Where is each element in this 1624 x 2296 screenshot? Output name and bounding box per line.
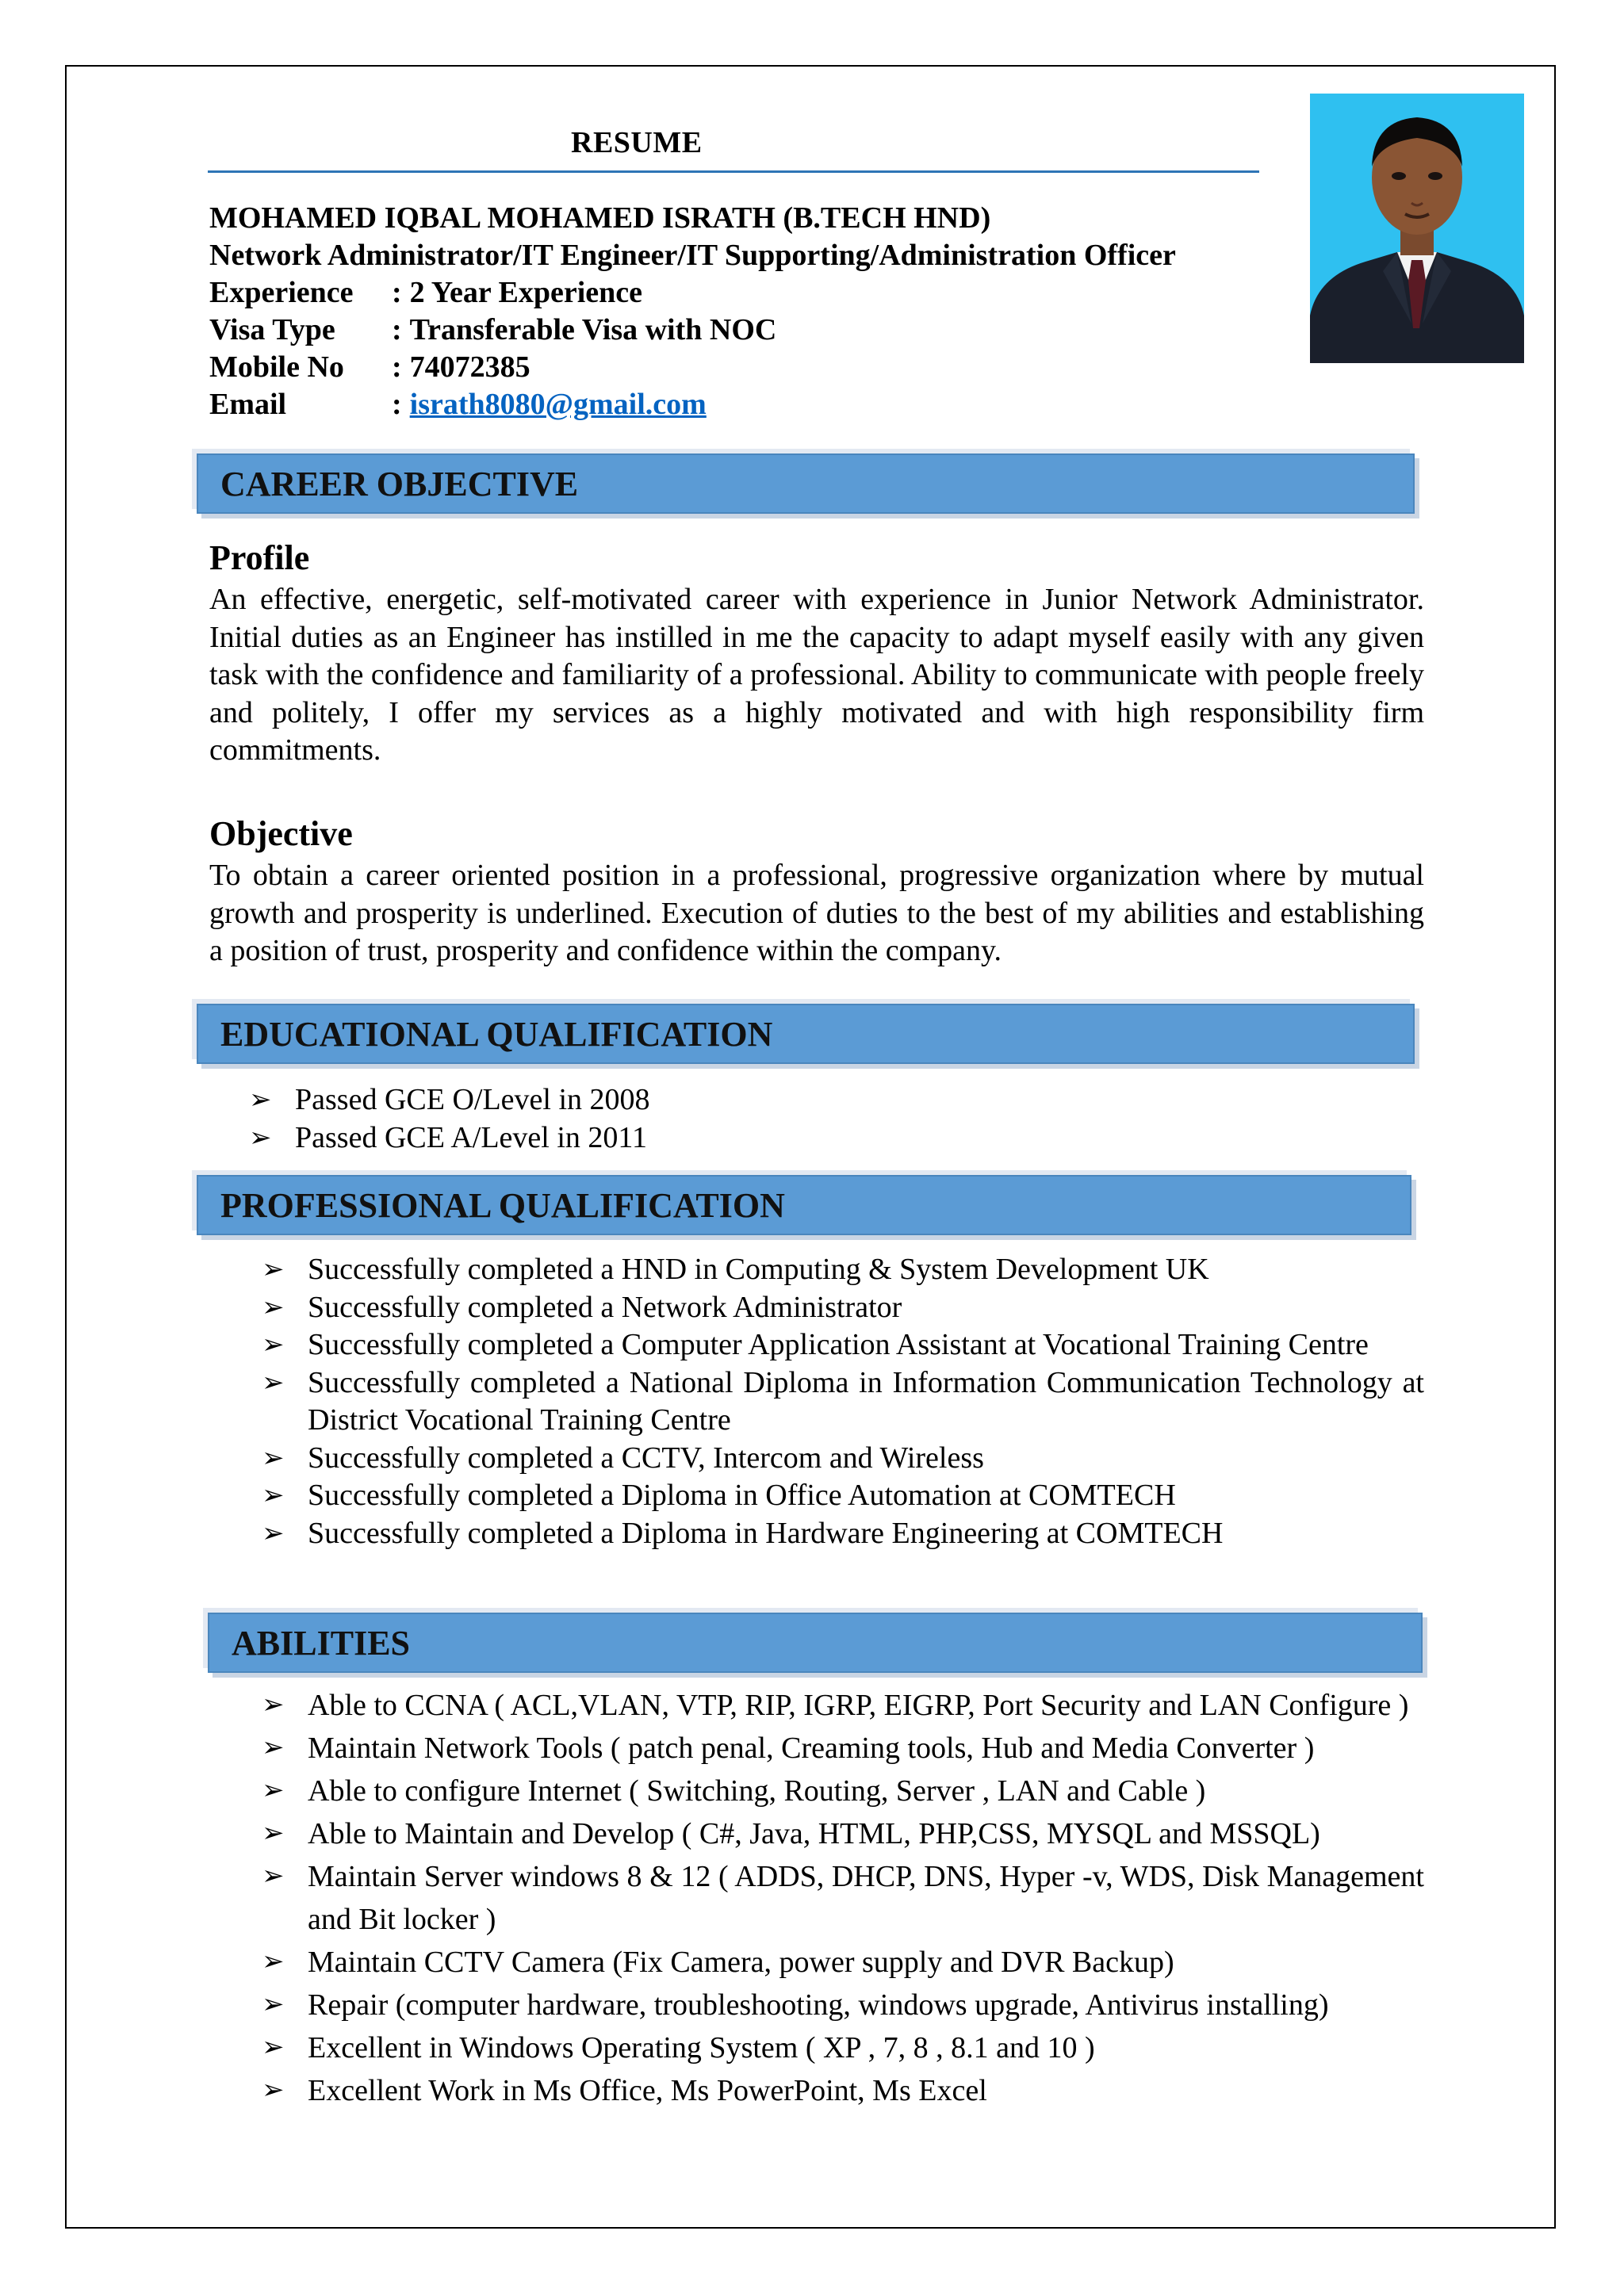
- list-item: [262, 1684, 1424, 1727]
- arrow-bullet-icon: ➢: [262, 1443, 285, 1473]
- field-separator: :: [392, 276, 402, 309]
- list-item-text: Passed GCE A/Level in 2011: [295, 1120, 647, 1154]
- list-item-text: Excellent in Windows Operating System ( XP , 7, 8 , 8.1 and 10 ): [308, 2031, 1095, 2064]
- list-item: [262, 2026, 1424, 2069]
- list-item: [249, 1119, 1421, 1158]
- list-item-text: Maintain Network Tools ( patch penal, Creaming tools, Hub and Media Converter ): [308, 1732, 1315, 1765]
- arrow-bullet-icon: ➢: [262, 2076, 285, 2105]
- education-list: [249, 1081, 1421, 1157]
- section-abilities: ABILITIES: [208, 1613, 1423, 1673]
- arrow-bullet-icon: ➢: [262, 1947, 285, 1976]
- list-item: [262, 2069, 1424, 2112]
- field-separator: :: [392, 350, 402, 384]
- section-educational-qualification: EDUCATIONAL QUALIFICATION: [197, 1004, 1415, 1064]
- list-item-text: Successfully completed a Diploma in Office Automation at COMTECH: [308, 1479, 1176, 1512]
- arrow-bullet-icon: ➢: [249, 1085, 272, 1115]
- list-item: [262, 1477, 1424, 1515]
- list-item-text: Successfully completed a National Diploma in Information Communication Technology at District Vocational Training Centre: [308, 1365, 1424, 1437]
- person-portrait-icon: [1310, 94, 1524, 363]
- arrow-bullet-icon: ➢: [262, 1368, 285, 1398]
- arrow-bullet-icon: ➢: [262, 1733, 285, 1762]
- arrow-bullet-icon: ➢: [249, 1123, 272, 1153]
- arrow-bullet-icon: ➢: [262, 1776, 285, 1805]
- arrow-bullet-icon: ➢: [262, 1690, 285, 1720]
- arrow-bullet-icon: ➢: [262, 1330, 285, 1360]
- experience-row: [209, 274, 1176, 312]
- arrow-bullet-icon: ➢: [262, 1862, 285, 1891]
- objective-text: To obtain a career oriented position in a professional, progressive organization where by mutual growth and prosperity is underlined. Execution of duties to the best of my abilities and establishing a position of trust, prosperity and confidence within the company.: [209, 859, 1424, 967]
- field-label: Visa Type: [209, 313, 335, 346]
- objective-heading: Objective: [209, 814, 353, 853]
- list-item: [262, 1941, 1424, 1984]
- arrow-bullet-icon: ➢: [262, 1518, 285, 1548]
- list-item-text: Successfully completed a Diploma in Hardware Engineering at COMTECH: [308, 1516, 1224, 1550]
- list-item: [262, 1515, 1424, 1553]
- field-value: 2 Year Experience: [409, 276, 643, 309]
- contact-header: [209, 200, 1176, 423]
- list-item-text: Able to Maintain and Develop ( C#, Java, HTML, PHP,CSS, MYSQL and MSSQL): [308, 1817, 1320, 1850]
- section-career-objective: CAREER OBJECTIVE: [197, 453, 1415, 514]
- visa-row: [209, 312, 1176, 349]
- arrow-bullet-icon: ➢: [262, 1819, 285, 1848]
- profile-text: An effective, energetic, self-motivated career with experience in Junior Network Administrator. Initial duties as an Engineer has instilled in me the capacity to adapt myself easily with any given task with the confidence and familiarity of a professional. Ability to communicate with people freely and politely, I offer my services as a highly motivated and with high responsibility firm commitments.: [209, 583, 1424, 767]
- candidate-position: Network Administrator/IT Engineer/IT Supporting/Administration Officer: [209, 239, 1176, 272]
- abilities-list: [262, 1684, 1424, 2112]
- list-item-text: Successfully completed a Network Administrator: [308, 1290, 902, 1324]
- list-item-text: Excellent Work in Ms Office, Ms PowerPoint, Ms Excel: [308, 2074, 987, 2107]
- list-item-text: Maintain CCTV Camera (Fix Camera, power supply and DVR Backup): [308, 1946, 1174, 1979]
- candidate-name: MOHAMED IQBAL MOHAMED ISRATH (B.TECH HND): [209, 201, 991, 235]
- field-value: Transferable Visa with NOC: [409, 313, 777, 346]
- arrow-bullet-icon: ➢: [262, 2033, 285, 2062]
- section-professional-qualification: PROFESSIONAL QUALIFICATION: [197, 1175, 1411, 1235]
- professional-list: [262, 1251, 1424, 1552]
- list-item-text: Successfully completed a Computer Application Assistant at Vocational Training Centre: [308, 1328, 1369, 1361]
- list-item: [262, 1251, 1424, 1289]
- list-item: [262, 1364, 1424, 1440]
- profile-heading: Profile: [209, 538, 310, 577]
- field-separator: :: [392, 388, 402, 421]
- list-item: [262, 1727, 1424, 1770]
- resume-title: RESUME: [571, 126, 703, 159]
- list-item-text: Passed GCE O/Level in 2008: [295, 1083, 650, 1116]
- list-item: [262, 1812, 1424, 1855]
- list-item-text: Able to configure Internet ( Switching, Routing, Server , LAN and Cable ): [308, 1774, 1206, 1808]
- list-item-text: Repair (computer hardware, troubleshooting, windows upgrade, Antivirus installing): [308, 1988, 1329, 2022]
- arrow-bullet-icon: ➢: [262, 1255, 285, 1284]
- field-label: Experience: [209, 276, 354, 309]
- list-item: [249, 1081, 1421, 1119]
- list-item: [262, 1326, 1424, 1364]
- list-item-text: Successfully completed a HND in Computing & System Development UK: [308, 1253, 1209, 1286]
- list-item: [262, 1440, 1424, 1478]
- list-item: [262, 1770, 1424, 1812]
- list-item-text: Able to CCNA ( ACL,VLAN, VTP, RIP, IGRP, EIGRP, Port Security and LAN Configure ): [308, 1689, 1409, 1722]
- mobile-row: [209, 349, 1176, 386]
- field-label: Mobile No: [209, 350, 344, 384]
- list-item: [262, 1984, 1424, 2026]
- list-item: [262, 1855, 1424, 1941]
- arrow-bullet-icon: ➢: [262, 1481, 285, 1510]
- arrow-bullet-icon: ➢: [262, 1990, 285, 2019]
- profile-photo: [1310, 94, 1524, 363]
- list-item-text: Maintain Server windows 8 & 12 ( ADDS, DHCP, DNS, Hyper -v, WDS, Disk Management and Bit locker ): [308, 1860, 1424, 1936]
- arrow-bullet-icon: ➢: [262, 1292, 285, 1322]
- email-row: [209, 386, 1176, 423]
- list-item-text: Successfully completed a CCTV, Intercom and Wireless: [308, 1441, 984, 1475]
- field-value: 74072385: [409, 350, 530, 384]
- field-label: Email: [209, 388, 287, 421]
- list-item: [262, 1289, 1424, 1327]
- field-separator: :: [392, 313, 402, 346]
- title-underline: [208, 170, 1259, 173]
- email-link[interactable]: israth8080@gmail.com: [409, 388, 707, 421]
